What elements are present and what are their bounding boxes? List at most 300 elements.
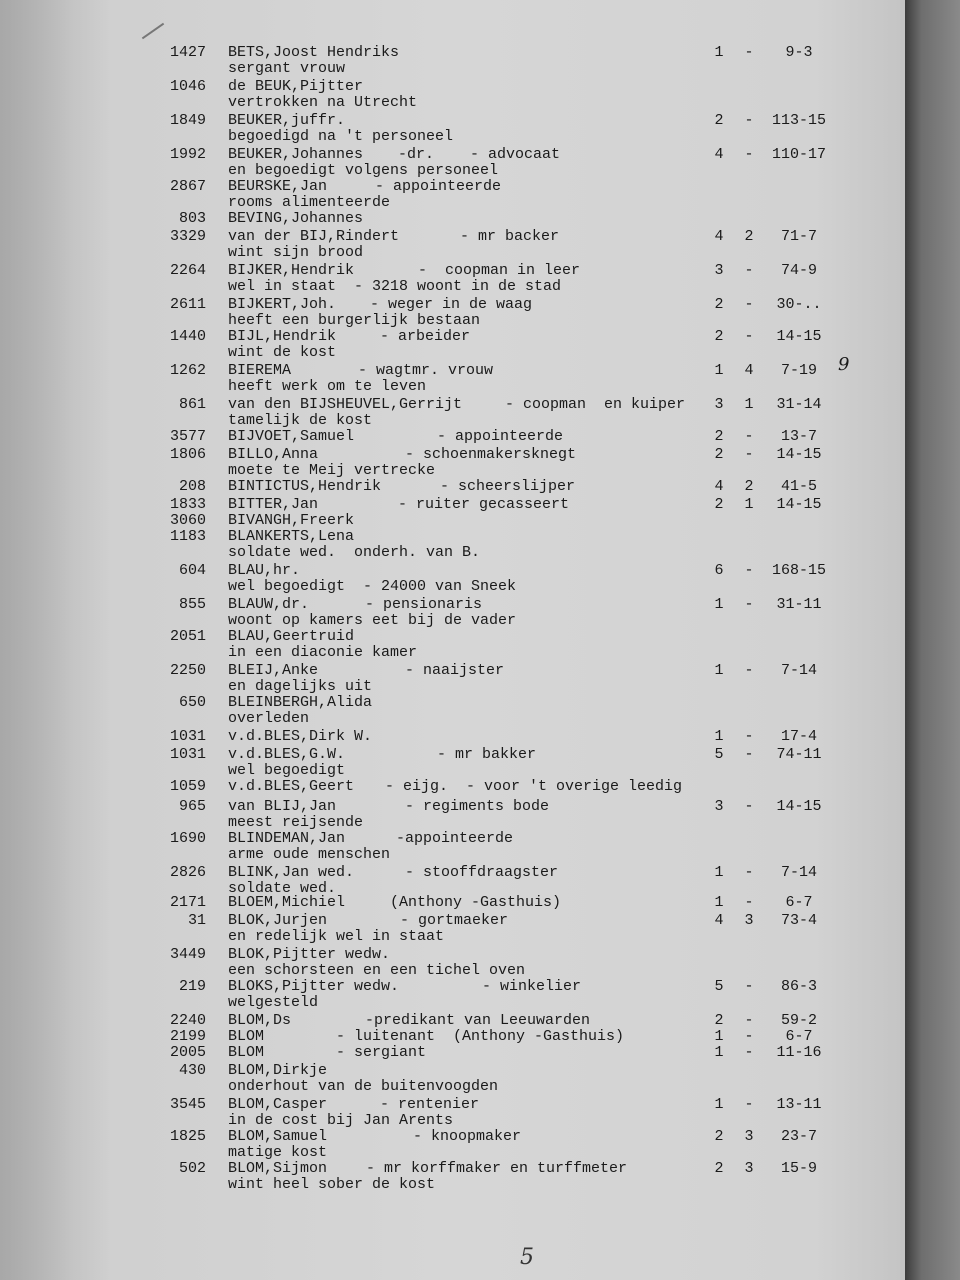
entry-note-line: [0, 814, 905, 831]
entry-col-a: 1: [714, 1096, 724, 1113]
entry-col-b: -: [744, 1012, 754, 1029]
register-entry: [0, 596, 905, 630]
entry-note: begoedigd na 't personeel: [228, 128, 454, 145]
entry-col-a: 1: [714, 362, 724, 379]
entry-col-amount: 30-..: [776, 296, 822, 313]
entry-note-line: [0, 462, 905, 479]
entry-main-line: [0, 178, 905, 195]
entry-col-amount: 6-7: [785, 894, 813, 911]
entry-main-line: [0, 496, 905, 513]
entry-col-b: -: [744, 446, 754, 463]
entry-name: v.d.BLES,Dirk W.: [228, 728, 373, 745]
register-entry: [0, 1128, 905, 1162]
entry-name: BLOEM,Michiel: [228, 894, 346, 911]
register-entry: [0, 978, 905, 1012]
entry-number: 31: [187, 912, 206, 929]
entry-main-line: [0, 596, 905, 613]
entry-number: 604: [178, 562, 206, 579]
entry-name: BLAU,Geertruid: [228, 628, 355, 645]
entry-col-b: -: [744, 864, 754, 881]
entry-col-amount: 14-15: [776, 798, 822, 815]
entry-col-b: 2: [744, 478, 754, 495]
entry-occupation: - rentenier: [380, 1096, 480, 1113]
entry-note: meest reijsende: [228, 814, 364, 831]
entry-occupation: - luitenant (Anthony -Gasthuis): [336, 1028, 625, 1045]
entry-occupation: - pensionaris: [365, 596, 483, 613]
entry-col-a: 2: [714, 1160, 724, 1177]
entry-occupation: - eijg. - voor 't overige leedig: [385, 778, 683, 795]
entry-number: 1427: [169, 44, 206, 61]
entry-main-line: [0, 798, 905, 815]
entry-note: een schorsteen en een tichel oven: [228, 962, 526, 979]
entry-name: BIJVOET,Samuel: [228, 428, 355, 445]
entry-main-line: [0, 662, 905, 679]
entry-col-a: 1: [714, 662, 724, 679]
entry-main-line: [0, 262, 905, 279]
entry-note: en begoedigt volgens personeel: [228, 162, 499, 179]
entry-note-line: [0, 544, 905, 561]
entry-number: 2826: [169, 864, 206, 881]
entry-col-a: 1: [714, 44, 724, 61]
entry-number: 2250: [169, 662, 206, 679]
entry-name: BLINK,Jan wed.: [228, 864, 355, 881]
entry-col-b: -: [744, 894, 754, 911]
entry-col-amount: 74-11: [776, 746, 822, 763]
entry-col-b: -: [744, 44, 754, 61]
entry-col-b: 2: [744, 228, 754, 245]
entry-occupation: - sergiant: [336, 1044, 427, 1061]
entry-col-a: 1: [714, 894, 724, 911]
entry-note-line: [0, 94, 905, 111]
entry-number: 1059: [169, 778, 206, 795]
entry-main-line: [0, 478, 905, 495]
entry-occupation: - appointeerde: [437, 428, 564, 445]
entry-name: BLOKS,Pijtter wedw.: [228, 978, 400, 995]
entry-number: 1031: [169, 746, 206, 763]
entry-name: BLOM,Ds: [228, 1012, 292, 1029]
entry-occupation: (Anthony -Gasthuis): [390, 894, 562, 911]
entry-occupation: - appointeerde: [375, 178, 502, 195]
entry-col-a: 1: [714, 596, 724, 613]
entry-note-line: [0, 412, 905, 429]
entry-note-line: [0, 994, 905, 1011]
entry-col-b: -: [744, 1096, 754, 1113]
register-entry: [0, 262, 905, 296]
entry-name: BLOM,Sijmon: [228, 1160, 328, 1177]
entry-number: 502: [178, 1160, 206, 1177]
entry-col-b: 3: [744, 1160, 754, 1177]
entry-name: BEURSKE,Jan: [228, 178, 328, 195]
entry-name: BLAU,hr.: [228, 562, 301, 579]
register-entry: [0, 694, 905, 728]
entry-number: 861: [178, 396, 206, 413]
entry-note-line: [0, 344, 905, 361]
entry-number: 1825: [169, 1128, 206, 1145]
entry-main-line: [0, 864, 905, 881]
entry-name: BEUKER,juffr.: [228, 112, 346, 129]
entry-occupation: - wagtmr. vrouw: [358, 362, 494, 379]
entry-col-a: 1: [714, 1044, 724, 1061]
entry-col-b: -: [744, 562, 754, 579]
entry-col-amount: 15-9: [780, 1160, 817, 1177]
entry-main-line: [0, 894, 905, 911]
entry-number: 1806: [169, 446, 206, 463]
entry-number: 1690: [169, 830, 206, 847]
entry-main-line: [0, 1160, 905, 1177]
entry-note: soldate wed. onderh. van B.: [228, 544, 481, 561]
entry-number: 2867: [169, 178, 206, 195]
register-entry: [0, 396, 905, 430]
entry-col-b: -: [744, 262, 754, 279]
entry-col-amount: 168-15: [771, 562, 826, 579]
entry-number: 208: [178, 478, 206, 495]
entry-note: rooms alimenteerde: [228, 194, 391, 211]
register-entry: [0, 662, 905, 696]
entry-col-a: 4: [714, 228, 724, 245]
entry-number: 2051: [169, 628, 206, 645]
entry-col-amount: 73-4: [780, 912, 817, 929]
register-entry: [0, 44, 905, 78]
entry-note: tamelijk de kost: [228, 412, 373, 429]
entry-note-line: [0, 1078, 905, 1095]
entry-main-line: [0, 778, 905, 795]
entry-name: BILLO,Anna: [228, 446, 319, 463]
entry-note: sergant vrouw: [228, 60, 346, 77]
entry-note: in een diaconie kamer: [228, 644, 418, 661]
entry-name: BIJKER,Hendrik: [228, 262, 355, 279]
entry-name: BETS,Joost Hendriks: [228, 44, 400, 61]
entry-note-line: [0, 278, 905, 295]
entry-note-line: [0, 162, 905, 179]
entry-name: BLANKERTS,Lena: [228, 528, 355, 545]
entry-col-amount: 31-14: [776, 396, 822, 413]
entry-note-line: [0, 378, 905, 395]
entry-name: v.d.BLES,G.W.: [228, 746, 346, 763]
entry-col-amount: 9-3: [785, 44, 813, 61]
entry-number: 2199: [169, 1028, 206, 1045]
register-entry: [0, 146, 905, 180]
entry-col-amount: 7-19: [780, 362, 817, 379]
entry-name: BLOK,Jurjen: [228, 912, 328, 929]
entry-note: arme oude menschen: [228, 846, 391, 863]
entry-number: 3329: [169, 228, 206, 245]
entry-name: BLOM: [228, 1044, 265, 1061]
entry-number: 1849: [169, 112, 206, 129]
entry-main-line: [0, 146, 905, 163]
entry-col-a: 2: [714, 1012, 724, 1029]
register-entry: [0, 864, 905, 898]
entry-note: heeft een burgerlijk bestaan: [228, 312, 481, 329]
entry-note: vertrokken na Utrecht: [228, 94, 418, 111]
register-entry: [0, 830, 905, 864]
entry-col-b: -: [744, 798, 754, 815]
entry-note-line: [0, 244, 905, 261]
entry-name: BLOM,Casper: [228, 1096, 328, 1113]
entry-main-line: [0, 328, 905, 345]
entry-col-b: -: [744, 978, 754, 995]
entry-col-a: 3: [714, 396, 724, 413]
entry-col-amount: 17-4: [780, 728, 817, 745]
entry-number: 3577: [169, 428, 206, 445]
entry-name: BINTICTUS,Hendrik: [228, 478, 382, 495]
entry-main-line: [0, 210, 905, 227]
entry-col-b: -: [744, 728, 754, 745]
entry-col-b: 1: [744, 396, 754, 413]
entry-note-line: [0, 710, 905, 727]
entry-col-a: 6: [714, 562, 724, 579]
entry-main-line: [0, 946, 905, 963]
entry-col-amount: 23-7: [780, 1128, 817, 1145]
entry-main-line: [0, 830, 905, 847]
entry-main-line: [0, 112, 905, 129]
entry-main-line: [0, 746, 905, 763]
register-entry: [0, 746, 905, 780]
entry-name: BEVING,Johannes: [228, 210, 364, 227]
entry-occupation: - regiments bode: [405, 798, 550, 815]
entry-col-amount: 7-14: [780, 662, 817, 679]
entry-col-b: -: [744, 1028, 754, 1045]
entry-number: 3060: [169, 512, 206, 529]
entry-col-a: 4: [714, 478, 724, 495]
margin-pencil-note: 9: [838, 354, 850, 375]
register-entry: [0, 946, 905, 980]
entry-number: 1183: [169, 528, 206, 545]
entry-note: overleden: [228, 710, 310, 727]
entry-note: soldate wed.: [228, 880, 337, 897]
entry-occupation: - arbeider: [380, 328, 471, 345]
entry-col-amount: 7-14: [780, 864, 817, 881]
entry-note-line: [0, 762, 905, 779]
entry-occupation: -appointeerde: [396, 830, 514, 847]
entry-occupation: - mr backer: [460, 228, 560, 245]
entry-name: BIVANGH,Freerk: [228, 512, 355, 529]
entry-col-a: 2: [714, 328, 724, 345]
register-entry: [0, 296, 905, 330]
entry-name: BLOK,Pijtter wedw.: [228, 946, 391, 963]
entry-col-amount: 71-7: [780, 228, 817, 245]
entry-note-line: [0, 644, 905, 661]
entry-name: BLEINBERGH,Alida: [228, 694, 373, 711]
register-entry: [0, 912, 905, 946]
entry-col-b: -: [744, 596, 754, 613]
entry-col-b: -: [744, 746, 754, 763]
entry-note-line: [0, 194, 905, 211]
register-entry: [0, 1062, 905, 1096]
entry-note: en dagelijks uit: [228, 678, 373, 695]
entry-note-line: [0, 1144, 905, 1161]
register-entry: [0, 328, 905, 362]
entry-occupation: - ruiter gecasseert: [398, 496, 570, 513]
entry-note: en redelijk wel in staat: [228, 928, 445, 945]
entry-name: BIJL,Hendrik: [228, 328, 337, 345]
entry-note-line: [0, 1112, 905, 1129]
entry-note: in de cost bij Jan Arents: [228, 1112, 454, 1129]
entry-main-line: [0, 912, 905, 929]
entry-name: van der BIJ,Rindert: [228, 228, 400, 245]
entry-note: wint heel sober de kost: [228, 1176, 436, 1193]
register-entry: [0, 1160, 905, 1194]
entry-number: 2240: [169, 1012, 206, 1029]
entry-number: 219: [178, 978, 206, 995]
entry-occupation: - winkelier: [482, 978, 582, 995]
entry-col-amount: 14-15: [776, 496, 822, 513]
entry-note: woont op kamers eet bij de vader: [228, 612, 517, 629]
entry-occupation: - knoopmaker: [413, 1128, 522, 1145]
entry-occupation: -dr. - advocaat: [398, 146, 561, 163]
register-entry: [0, 112, 905, 146]
entry-col-amount: 13-11: [776, 1096, 822, 1113]
entry-col-a: 2: [714, 446, 724, 463]
entry-col-b: 3: [744, 1128, 754, 1145]
entry-occupation: - scheerslijper: [440, 478, 576, 495]
entry-number: 2005: [169, 1044, 206, 1061]
entry-col-b: -: [744, 296, 754, 313]
entry-col-amount: 86-3: [780, 978, 817, 995]
entry-name: BIEREMA: [228, 362, 292, 379]
entry-note: wint sijn brood: [228, 244, 364, 261]
entry-name: de BEUK,Pijtter: [228, 78, 364, 95]
entry-main-line: [0, 1012, 905, 1029]
register-entry: [0, 354, 905, 396]
entry-main-line: [0, 978, 905, 995]
entry-note-line: [0, 578, 905, 595]
entry-main-line: [0, 694, 905, 711]
entry-note: wint de kost: [228, 344, 337, 361]
register-entry: [0, 1096, 905, 1130]
entry-main-line: [0, 728, 905, 745]
entry-note: onderhout van de buitenvoogden: [228, 1078, 499, 1095]
entry-number: 1046: [169, 78, 206, 95]
entry-number: 1262: [169, 362, 206, 379]
entry-main-line: [0, 44, 905, 61]
register-entry: [0, 228, 905, 262]
entry-col-a: 2: [714, 428, 724, 445]
register-entry: [0, 78, 905, 112]
entry-number: 2264: [169, 262, 206, 279]
entry-number: 3545: [169, 1096, 206, 1113]
entry-col-a: 5: [714, 978, 724, 995]
entry-note-line: [0, 678, 905, 695]
entry-main-line: [0, 528, 905, 545]
entry-col-a: 1: [714, 1028, 724, 1045]
entry-number: 430: [178, 1062, 206, 1079]
entry-col-a: 1: [714, 728, 724, 745]
entry-number: 965: [178, 798, 206, 815]
entry-col-b: 1: [744, 496, 754, 513]
entry-col-a: 4: [714, 912, 724, 929]
entry-note-line: [0, 60, 905, 77]
entry-col-amount: 59-2: [780, 1012, 817, 1029]
entry-note: matige kost: [228, 1144, 328, 1161]
entry-note-line: [0, 312, 905, 329]
entry-occupation: - mr bakker: [437, 746, 537, 763]
entry-col-amount: 41-5: [780, 478, 817, 495]
entry-name: BLEIJ,Anke: [228, 662, 319, 679]
entry-note: wel in staat - 3218 woont in de stad: [228, 278, 562, 295]
entry-col-amount: 31-11: [776, 596, 822, 613]
entry-col-a: 3: [714, 262, 724, 279]
entry-name: v.d.BLES,Geert: [228, 778, 355, 795]
entry-number: 1440: [169, 328, 206, 345]
register-entry: [0, 178, 905, 212]
entry-name: BEUKER,Johannes: [228, 146, 364, 163]
entry-occupation: - naaijster: [405, 662, 505, 679]
entry-note: wel begoedigt - 24000 van Sneek: [228, 578, 517, 595]
entry-occupation: -predikant van Leeuwarden: [365, 1012, 591, 1029]
entry-note-line: [0, 928, 905, 945]
entry-main-line: [0, 78, 905, 95]
entry-note-line: [0, 128, 905, 145]
entry-col-amount: 11-16: [776, 1044, 822, 1061]
entry-note: welgesteld: [228, 994, 319, 1011]
entry-col-amount: 14-15: [776, 446, 822, 463]
entry-col-amount: 110-17: [771, 146, 826, 163]
entry-occupation: - mr korffmaker en turffmeter: [366, 1160, 628, 1177]
entry-name: BLOM,Samuel: [228, 1128, 328, 1145]
entry-number: 3449: [169, 946, 206, 963]
entry-note: wel begoedigt: [228, 762, 346, 779]
entry-occupation: - weger in de waag: [370, 296, 533, 313]
entry-main-line: [0, 428, 905, 445]
entry-col-a: 2: [714, 496, 724, 513]
entry-col-b: -: [744, 112, 754, 129]
entry-note-line: [0, 962, 905, 979]
register-entry: [0, 446, 905, 480]
entry-main-line: [0, 1128, 905, 1145]
entry-number: 1833: [169, 496, 206, 513]
entry-note-line: [0, 846, 905, 863]
entry-col-b: -: [744, 428, 754, 445]
register-entry: [0, 528, 905, 562]
entry-occupation: - gortmaeker: [400, 912, 509, 929]
entry-occupation: - schoenmakersknegt: [405, 446, 577, 463]
entry-name: van BLIJ,Jan: [228, 798, 337, 815]
entry-col-a: 5: [714, 746, 724, 763]
entry-col-a: 2: [714, 1128, 724, 1145]
entry-main-line: [0, 1044, 905, 1061]
entry-name: BLINDEMAN,Jan: [228, 830, 346, 847]
entry-number: 1031: [169, 728, 206, 745]
entry-occupation: - coopman in leer: [418, 262, 581, 279]
entry-col-a: 1: [714, 864, 724, 881]
entry-col-b: 4: [744, 362, 754, 379]
entry-col-b: -: [744, 146, 754, 163]
entry-main-line: [0, 1028, 905, 1045]
entry-name: BLOM: [228, 1028, 265, 1045]
entry-number: 2171: [169, 894, 206, 911]
entry-col-a: 2: [714, 112, 724, 129]
entry-col-amount: 74-9: [780, 262, 817, 279]
register-entry: [0, 628, 905, 662]
entry-note-line: [0, 1176, 905, 1193]
entry-col-b: -: [744, 662, 754, 679]
entry-number: 855: [178, 596, 206, 613]
entry-note-line: [0, 612, 905, 629]
entry-note: moete te Meij vertrecke: [228, 462, 436, 479]
entry-col-a: 2: [714, 296, 724, 313]
entry-name: BIJKERT,Joh.: [228, 296, 337, 313]
register-entry: [0, 798, 905, 832]
entry-col-amount: 113-15: [771, 112, 826, 129]
entry-main-line: [0, 628, 905, 645]
entry-main-line: [0, 396, 905, 413]
entry-note: heeft werk om te leven: [228, 378, 427, 395]
entry-col-amount: 14-15: [776, 328, 822, 345]
entry-name: BLOM,Dirkje: [228, 1062, 328, 1079]
entry-name: BITTER,Jan: [228, 496, 319, 513]
register-entry: [0, 562, 905, 596]
entry-main-line: [0, 512, 905, 529]
